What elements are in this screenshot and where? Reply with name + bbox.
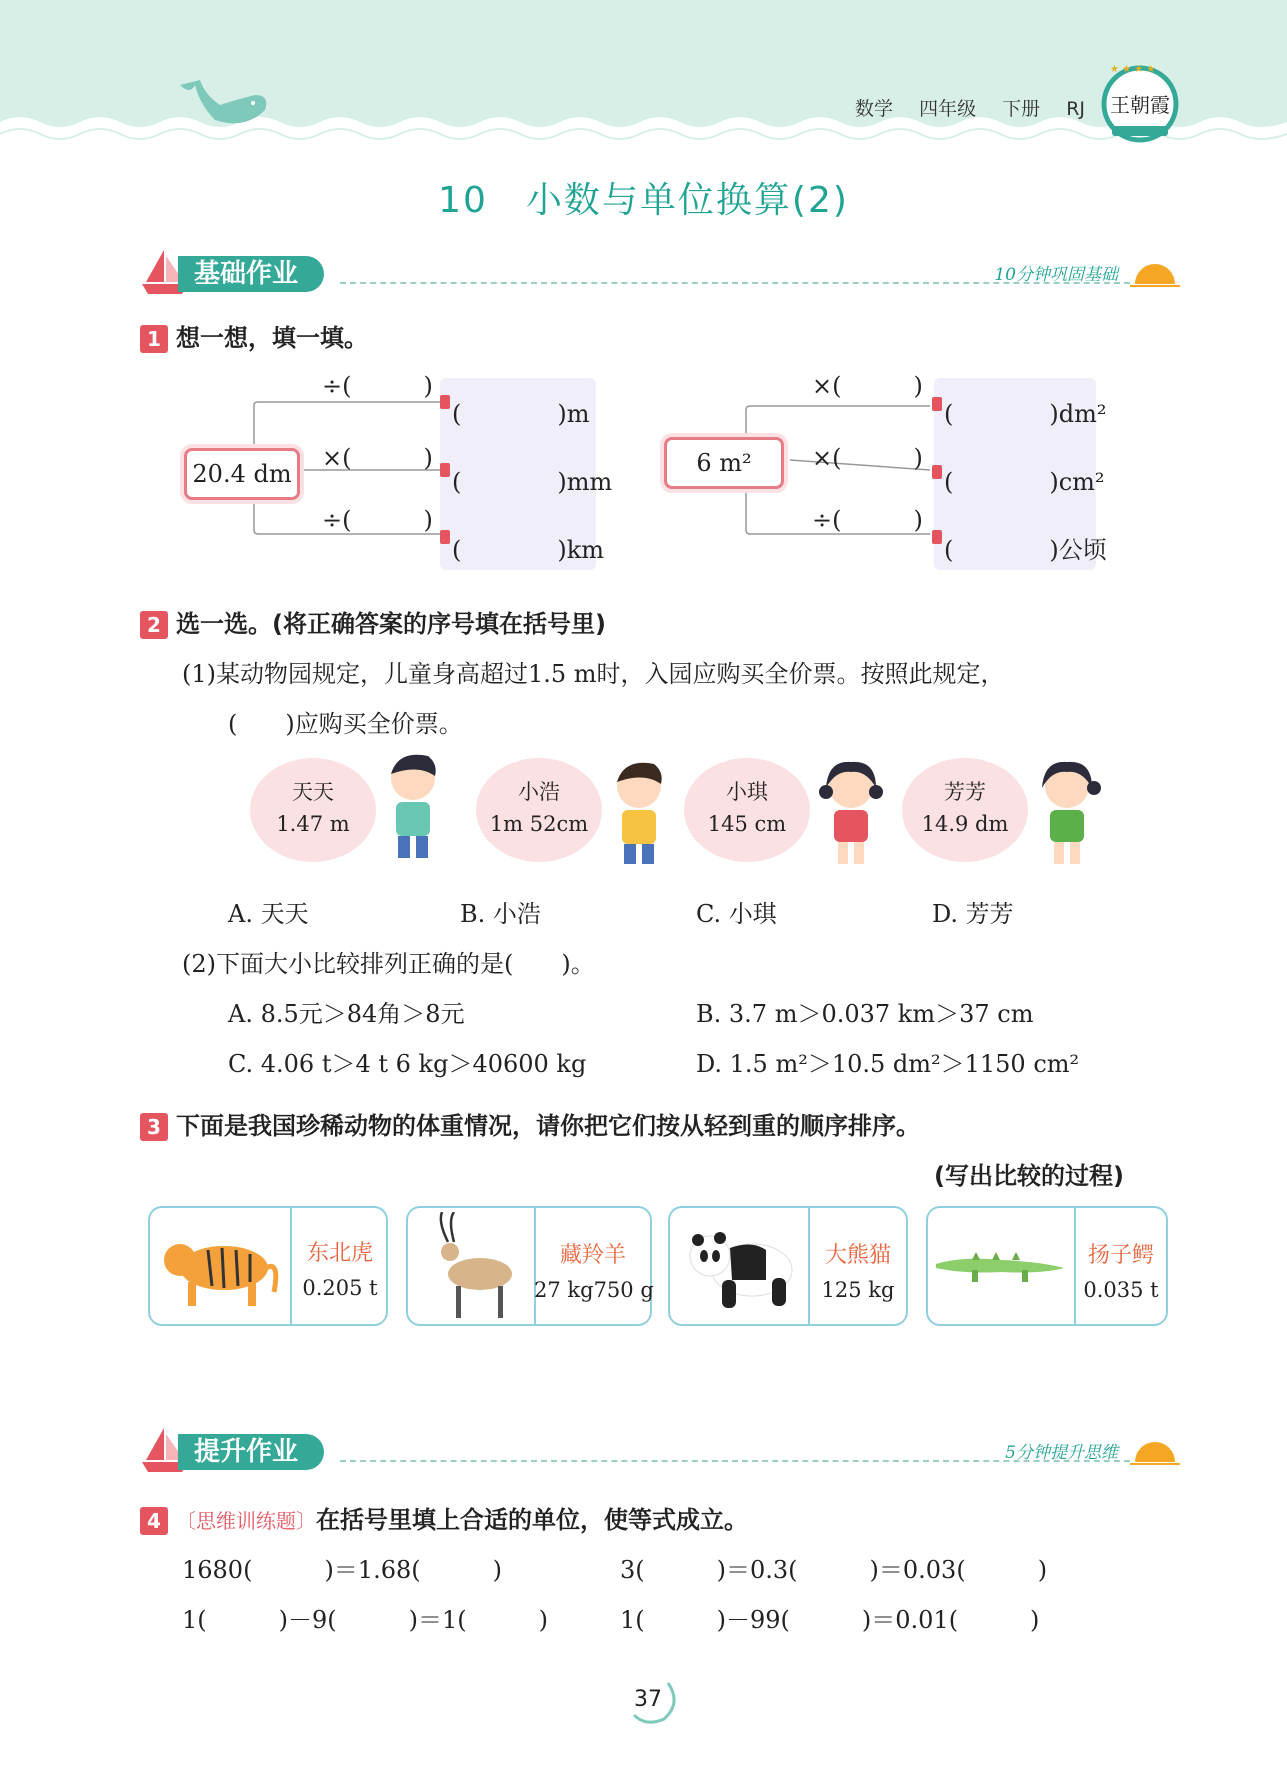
q2-prompt: 2 选一选。(将正确答案的序号填在括号里) — [140, 604, 606, 639]
alligator-icon — [932, 1238, 1068, 1294]
section-basic-header — [140, 248, 1180, 296]
child-bubble-1 — [250, 758, 376, 862]
child-name: 芳芳 — [944, 780, 986, 804]
q3-prompt: 3 下面是我国珍稀动物的体重情况，请你把它们按从轻到重的顺序排序。 — [140, 1106, 920, 1141]
page-number-text: 37 — [634, 1687, 662, 1712]
child-name: 小浩 — [518, 780, 560, 804]
q2-part2-prompt: (2)下面大小比较排列正确的是( )。 — [182, 950, 595, 978]
q1-right-result-1: ( )dm² — [944, 400, 1107, 428]
q2-part1-line1: (1)某动物园规定，儿童身高超过1.5 m时，入园应购买全价票。按照此规定， — [182, 660, 1005, 688]
q2-part2-option-a: A. 8.5元＞84角＞8元 — [228, 1000, 465, 1028]
child-bubble-4 — [902, 758, 1028, 862]
q2-number: 2 — [140, 611, 168, 639]
animal-card-3 — [668, 1206, 908, 1326]
svg-text:王朝霞: 王朝霞 — [1110, 93, 1170, 117]
child-bubble-3 — [684, 758, 810, 862]
q2-part1-option-d: D. 芳芳 — [932, 900, 1014, 928]
section-advanced-note: 5分钟提升思维 — [1005, 1443, 1118, 1463]
boy-icon — [378, 750, 448, 860]
q2-part1-line2: ( )应购买全价票。 — [228, 710, 463, 738]
q1-left-source: 20.4 dm — [184, 448, 300, 500]
animal-weight: 125 kg — [821, 1278, 895, 1302]
boy-icon — [604, 758, 674, 868]
animal-weight: 27 kg750 g — [534, 1278, 654, 1302]
q4-equation-4: 1( )－99( )＝0.01( ) — [620, 1606, 1040, 1634]
animal-card-2 — [406, 1206, 652, 1326]
header-meta — [855, 94, 1105, 121]
q1-left-result-2: ( )mm — [452, 468, 613, 496]
child-height: 1m 52cm — [489, 812, 589, 836]
page-title: 10 小数与单位换算(2) — [438, 180, 849, 221]
child-height: 14.9 dm — [921, 812, 1009, 836]
animal-name: 大熊猫 — [824, 1243, 891, 1268]
q1-right-result-2: ( )cm² — [944, 468, 1105, 496]
child-bubble-2 — [476, 758, 602, 862]
brand-logo — [1100, 60, 1180, 148]
animal-weight: 0.205 t — [302, 1276, 378, 1300]
q2-part2-option-c: C. 4.06 t＞4 t 6 kg＞40600 kg — [228, 1050, 587, 1078]
q1-left-result-1: ( )m — [452, 400, 590, 428]
pin-marker — [440, 530, 450, 544]
header-volume: 下册 — [1002, 98, 1041, 120]
animal-name: 扬子鳄 — [1087, 1243, 1154, 1268]
q3-number: 3 — [140, 1113, 168, 1141]
q4-equation-1: 1680( )＝1.68( ) — [182, 1556, 502, 1584]
q1-right-result-3: ( )公顷 — [944, 536, 1107, 564]
q4-equation-3: 1( )－9( )＝1( ) — [182, 1606, 548, 1634]
child-name: 小琪 — [726, 780, 768, 804]
pin-marker — [440, 463, 450, 477]
q1-right-op-1: ×( ) — [812, 372, 923, 400]
header-edition: RJ — [1066, 98, 1085, 120]
animal-card-4 — [926, 1206, 1168, 1326]
pin-marker — [932, 397, 942, 411]
section-basic-label: 基础作业 — [178, 256, 324, 292]
q2-part1-option-b: B. 小浩 — [460, 900, 541, 928]
child-height: 145 cm — [707, 812, 787, 836]
pin-marker — [440, 395, 450, 409]
sunrise-icon — [1130, 1434, 1180, 1470]
animal-name: 东北虎 — [306, 1241, 373, 1266]
q1-left-result-3: ( )km — [452, 536, 605, 564]
girl-icon — [816, 758, 886, 868]
header-grade: 四年级 — [919, 98, 977, 120]
child-name: 天天 — [292, 780, 334, 804]
q1-number: 1 — [140, 325, 168, 353]
q3-note: (写出比较的过程) — [934, 1162, 1124, 1190]
q1-right-op-3: ÷( ) — [812, 506, 923, 534]
q1-right-op-2: ×( ) — [812, 444, 923, 472]
svg-text:★ ★ ★ ★: ★ ★ ★ ★ — [1110, 64, 1156, 75]
page-number — [620, 1675, 680, 1725]
q2-part1-option-a: A. 天天 — [228, 900, 309, 928]
q1-prompt: 1 想一想，填一填。 — [140, 318, 368, 353]
panda-icon — [682, 1220, 802, 1316]
q1-left-op-2: ×( ) — [322, 444, 433, 472]
q1-left-op-3: ÷( ) — [322, 506, 433, 534]
sunrise-icon — [1130, 256, 1180, 292]
animal-name: 藏羚羊 — [559, 1243, 626, 1268]
q1-right-source: 6 m² — [664, 437, 784, 489]
animal-weight: 0.035 t — [1083, 1278, 1159, 1302]
q2-part1-option-c: C. 小琪 — [696, 900, 777, 928]
header-subject: 数学 — [855, 98, 894, 120]
pin-marker — [932, 465, 942, 479]
q1-left-op-1: ÷( ) — [322, 372, 433, 400]
q4-prompt: 4 〔思维训练题〕在括号里填上合适的单位，使等式成立。 — [140, 1500, 748, 1535]
girl-icon — [1032, 758, 1102, 868]
section-advanced-header — [140, 1426, 1180, 1474]
section-basic-note: 10分钟巩固基础 — [994, 265, 1118, 285]
q4-tag: 〔思维训练题〕 — [176, 1509, 316, 1533]
q2-part2-option-b: B. 3.7 m＞0.037 km＞37 cm — [696, 1000, 1034, 1028]
pin-marker — [932, 530, 942, 544]
q4-equation-2: 3( )＝0.3( )＝0.03( ) — [620, 1556, 1048, 1584]
section-advanced-label: 提升作业 — [178, 1434, 324, 1470]
q4-number: 4 — [140, 1507, 168, 1535]
animal-card-1 — [148, 1206, 388, 1326]
whale-icon — [175, 75, 275, 135]
tiger-icon — [158, 1220, 282, 1314]
antelope-icon — [418, 1212, 528, 1324]
child-height: 1.47 m — [276, 812, 350, 836]
q2-part2-option-d: D. 1.5 m²＞10.5 dm²＞1150 cm² — [696, 1050, 1080, 1078]
